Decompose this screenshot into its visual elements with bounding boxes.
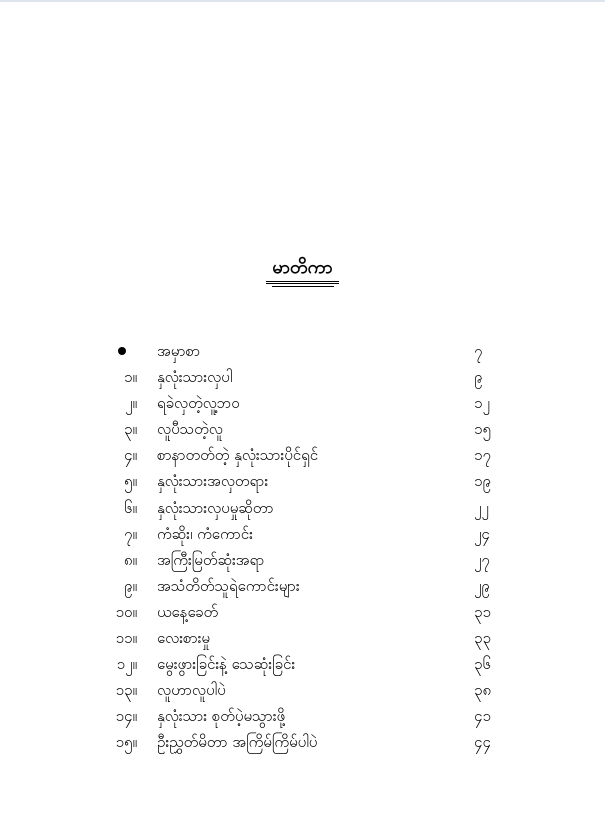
toc-entry-title: နှလုံးသားအလှတရား [157,472,269,491]
toc-entry-page: ၁၂ [474,394,490,413]
toc-entry-title: လေးစားမှု [157,629,210,648]
toc-entry [0,651,605,677]
toc-entry-title: နှလုံးသား စုတ်ပဲ့မသွားဖို့ [157,707,286,726]
toc-entry-page: ၃၈ [474,681,492,700]
toc-entry [0,599,605,625]
toc-entry [0,364,605,390]
toc-entry-title: အသံတိတ်သူရဲကောင်းများ [157,576,300,595]
toc-entry [0,468,605,494]
toc-entry-page: ၂၂ [474,498,489,517]
toc-entry-number: ၁၂။ [116,655,137,674]
toc-entry [0,390,605,416]
toc-entry-page: ၂၄ [474,524,490,543]
toc-entry-number: ၉။ [124,576,137,595]
toc-entry-title: လူဟာလူပါပဲ [157,681,226,700]
toc-entry-title: ရခဲလှတဲ့လူ့ဘဝ [157,394,240,413]
toc-entry-number: ၂။ [125,394,137,413]
toc-entry-number: ၁၅။ [115,733,137,752]
toc-entry-number: ၆။ [124,498,137,517]
toc-entry-page: ၁၉ [474,472,491,491]
toc-entry-title: ဦးညွှတ်မိတာ အကြိမ်ကြိမ်ပါပဲ [157,733,318,752]
toc-entry [0,625,605,651]
toc-entry-page: ၄၄ [474,733,491,752]
toc-entry-title: စာနာတတ်တဲ့ နှလုံးသားပိုင်ရှင် [157,446,319,465]
toc-entry [0,729,605,755]
toc-entry-page: ၄၁ [474,707,491,726]
toc-entry [0,703,605,729]
toc-entry-number: ၇။ [124,524,137,543]
toc-entry [0,338,605,364]
toc-entry-title: အမှာစာ [157,342,201,360]
toc-entry-title: နှလုံးသားလှပါ [157,368,233,387]
title-underline [272,286,334,287]
toc-entry-page: ၃၆ [474,655,491,674]
toc-entry [0,521,605,547]
toc-entry-page: ၁၇ [474,446,491,465]
table-of-contents [0,338,605,756]
toc-entry-title: ယနေ့ခေတ် [157,602,219,621]
toc-entry-page: ၂၉ [474,576,490,595]
toc-entry-page: ၇ [474,342,483,360]
contents-heading-block [0,255,605,287]
toc-entry-number: ၁၀။ [115,602,137,621]
toc-entry-title: အကြီးမြတ်ဆုံးအရာ [157,550,265,569]
toc-entry-page: ၁၅ [474,420,491,439]
toc-entry-title: ကံဆိုး၊ ကံကောင်း [157,524,253,543]
toc-entry-number: ၈။ [123,550,137,569]
toc-entry [0,573,605,599]
toc-entry-number: ၁၄။ [115,707,137,726]
page-title: မာတိကာ [266,255,338,284]
toc-entry-number: ၅။ [124,472,137,491]
toc-entry [0,495,605,521]
toc-entry [0,416,605,442]
bullet-icon [118,347,126,355]
toc-entry-page: ၂၇ [474,550,490,569]
toc-entry [0,442,605,468]
toc-entry-title: လူပီသတဲ့လူ [157,420,223,439]
toc-entry-number: ၁။ [124,368,137,387]
toc-entry [0,547,605,573]
toc-entry-number: ၁၃။ [115,681,137,700]
toc-entry [0,677,605,703]
toc-entry-title: နှလုံးသားလှပမှုဆိုတာ [157,498,274,517]
toc-entry-page: ၉ [474,368,483,387]
toc-entry-number: ၃။ [124,420,137,439]
toc-entry-number: ၁၁။ [115,629,137,648]
toc-entry-page: ၃၁ [474,602,491,621]
toc-entry-title: မွေးဖွားခြင်းနဲ့ သေဆုံးခြင်း [157,655,296,674]
toc-entry-page: ၃၃ [474,629,491,648]
toc-entry-number: ၄။ [124,446,137,465]
top-border [0,0,605,2]
